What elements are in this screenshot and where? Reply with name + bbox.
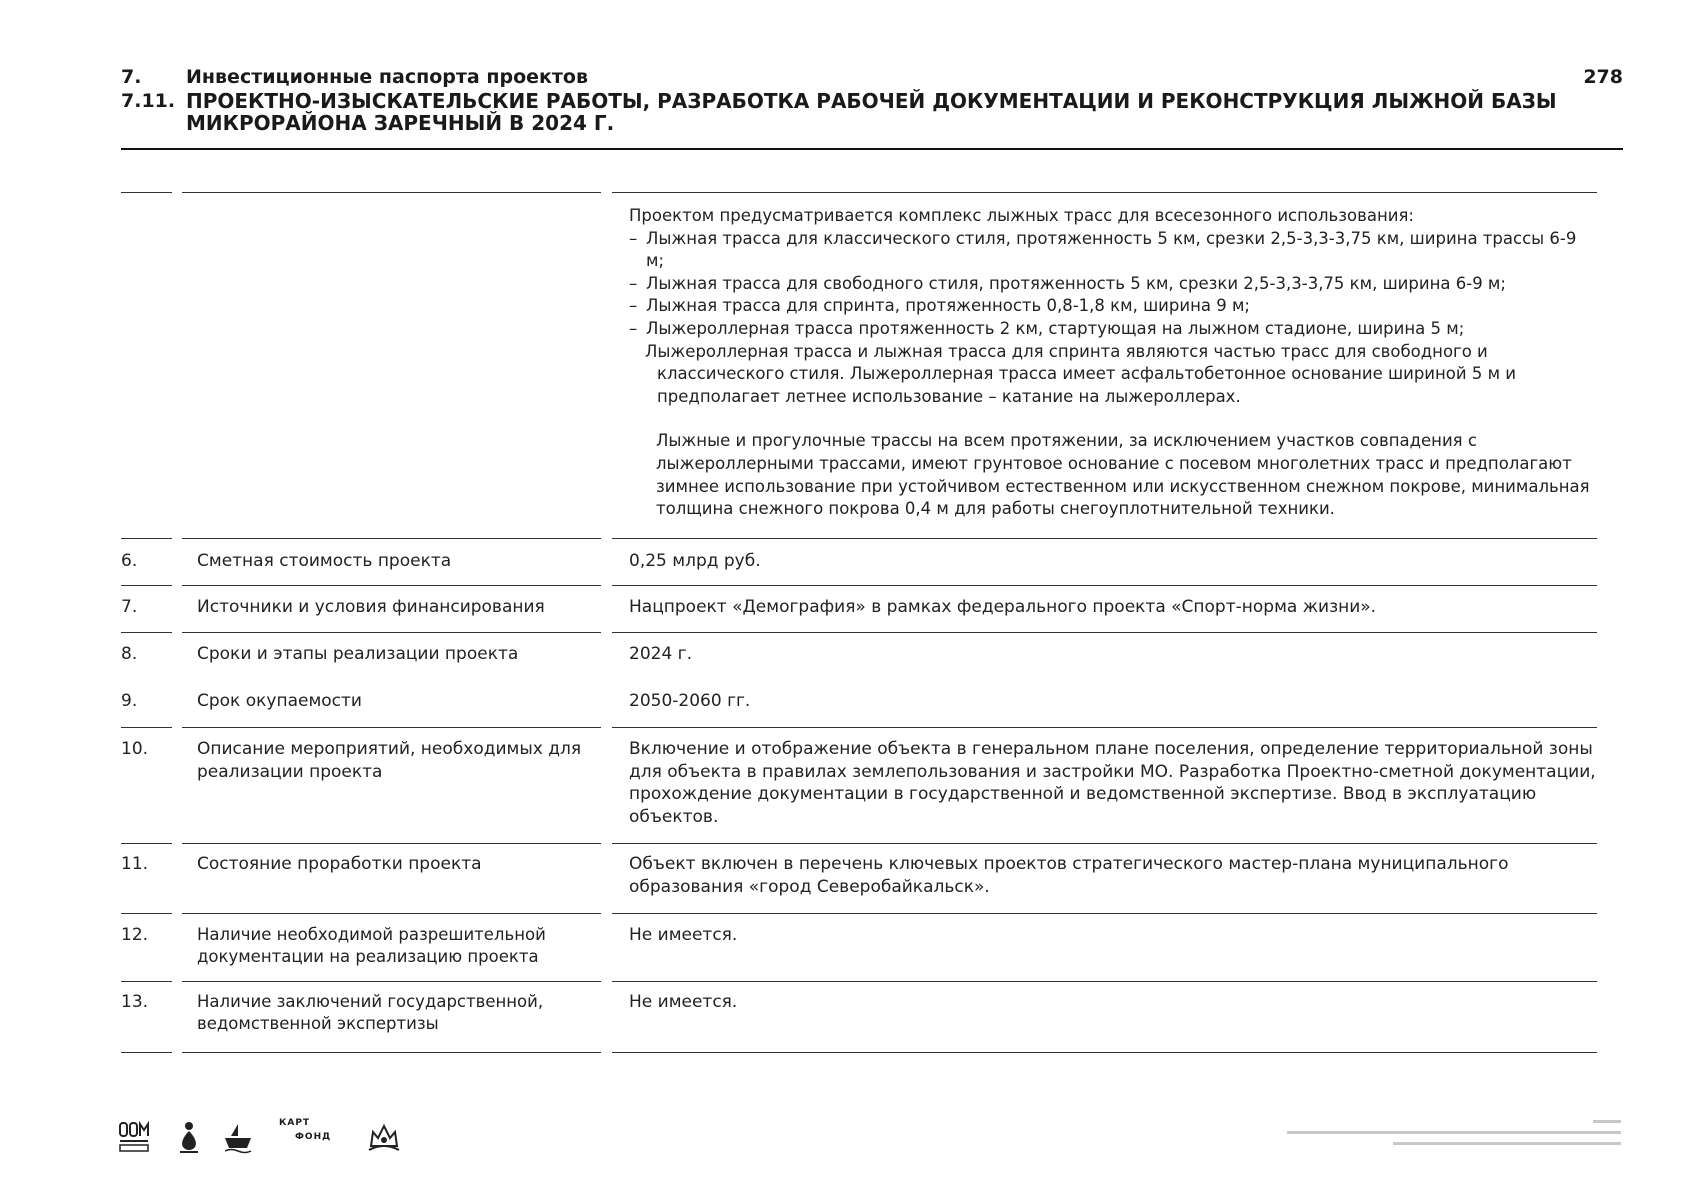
- row-value: Включение и отображение объекта в генеральном плане поселения, определение территориальной зоны для объекта в правилах землепользования и застройки МО. Разработка Проектно-сметной документации, прохождение документации в государственной и ведомственной экспертизе. Ввод в эксплуатацию объектов.: [629, 739, 1596, 827]
- table-rule: [182, 727, 601, 728]
- row-label: Описание мероприятий, необходимых для реализации проекта: [197, 739, 582, 782]
- table-rule: [182, 913, 601, 914]
- row-value: Не имеется.: [629, 992, 738, 1012]
- table-rule: [182, 632, 601, 633]
- row-value: Объект включен в перечень ключевых проектов стратегического мастер-плана муниципального образования «город Северобайкальск».: [629, 854, 1509, 897]
- row-label: Источники и условия финансирования: [197, 597, 545, 617]
- table-rule: [612, 632, 1597, 633]
- table-rule: [612, 1052, 1597, 1053]
- table-rule: [121, 192, 172, 193]
- table-rule: [182, 981, 601, 982]
- row-number: 7.: [121, 597, 138, 617]
- row-label: Состояние проработки проекта: [197, 854, 482, 874]
- subsection-number: 7.11.: [121, 90, 176, 112]
- row-number: 10.: [121, 739, 149, 759]
- row-label: Наличие необходимой разрешительной документации на реализацию проекта: [197, 925, 546, 966]
- row-label: Сроки и этапы реализации проекта: [197, 644, 519, 664]
- table-rule: [121, 843, 172, 844]
- table-rule: [182, 843, 601, 844]
- list-item: – Лыжная трасса для спринта, протяженность 0,8-1,8 км, ширина 9 м;: [629, 296, 1250, 316]
- section-title: Инвестиционные паспорта проектов: [186, 66, 589, 88]
- section-number: 7.: [121, 66, 142, 88]
- table-rule: [182, 1052, 601, 1053]
- page-number: 278: [1583, 66, 1623, 88]
- drop-person-logo: [177, 1120, 201, 1154]
- table-rule: [121, 585, 172, 586]
- table-rule: [121, 913, 172, 914]
- footer-caption: [1203, 1116, 1623, 1160]
- row-number: 11.: [121, 854, 149, 874]
- table-rule: [612, 192, 1597, 193]
- table-rule: [121, 1052, 172, 1053]
- list-item: – Лыжероллерная трасса протяженность 2 км, стартующая на лыжном стадионе, ширина 5 м;: [629, 318, 1465, 338]
- table-rule: [612, 981, 1597, 982]
- table-rule: [612, 538, 1597, 539]
- table-rule: [612, 727, 1597, 728]
- table-rule: [121, 981, 172, 982]
- table-rule: [612, 585, 1597, 586]
- crown-logo: [367, 1120, 401, 1154]
- subsection-title: ПРОЕКТНО-ИЗЫСКАТЕЛЬСКИЕ РАБОТЫ, РАЗРАБОТКА РАБОЧЕЙ ДОКУМЕНТАЦИИ И РЕКОНСТРУКЦИЯ ЛЫЖНОЙ БАЗЫ МИКРОРАЙОНА ЗАРЕЧНЫЙ В 2024 Г.: [186, 89, 1557, 135]
- table-rule: [121, 632, 172, 633]
- list-item: – Лыжная трасса для классического стиля, протяженность 5 км, срезки 2,5-3,3-3,75 км, ширина трассы 6-9 м;: [629, 228, 1577, 271]
- row-value: Нацпроект «Демография» в рамках федерального проекта «Спорт-норма жизни».: [629, 597, 1377, 617]
- table-rule: [182, 585, 601, 586]
- row-value: 0,25 млрд руб.: [629, 551, 761, 571]
- kart-fond-logo: КАРТ ФОНД: [279, 1118, 332, 1142]
- row-number: 8.: [121, 644, 138, 664]
- project-description: [629, 205, 1597, 521]
- description-intro: Проектом предусматривается комплекс лыжных трасс для всесезонного использования:: [629, 206, 1414, 225]
- row-label: Наличие заключений государственной, ведомственной экспертизы: [197, 992, 544, 1033]
- description-continuation: Лыжероллерная трасса и лыжная трасса для спринта являются частью трасс для свободного и классического стиля. Лыжероллерная трасса имеет асфальтобетонное основание шириной 5 м и предполагает летнее использование – катание на лыжероллерах.: [645, 341, 1517, 406]
- row-number: 6.: [121, 551, 138, 571]
- row-label: Срок окупаемости: [197, 691, 362, 711]
- table-rule: [182, 538, 601, 539]
- list-item: – Лыжная трасса для свободного стиля, протяженность 5 км, срезки 2,5-3,3-3,75 км, ширина 6-9 м;: [629, 273, 1506, 293]
- row-value: 2024 г.: [629, 644, 693, 664]
- row-value: Не имеется.: [629, 925, 738, 945]
- dom-rf-logo: [119, 1120, 151, 1154]
- table-rule: [121, 538, 172, 539]
- row-number: 12.: [121, 925, 149, 945]
- row-value: 2050-2060 гг.: [629, 691, 751, 711]
- row-number: 9.: [121, 691, 138, 711]
- table-rule: [121, 727, 172, 728]
- row-label: Сметная стоимость проекта: [197, 551, 452, 571]
- boat-logo: [223, 1120, 253, 1154]
- description-paragraph: Лыжные и прогулочные трассы на всем протяжении, за исключением участков совпадения с лыжероллерными трассами, имеют грунтовое основание с посевом многолетних трасс и предполагают зимнее использование при устойчивом естественном или искусственном снежном покрове, минимальная толщина снежного покрова 0,4 м для работы снегоуплотнительной техники.: [656, 431, 1590, 519]
- row-number: 13.: [121, 992, 149, 1012]
- header-divider: [121, 148, 1623, 150]
- table-rule: [612, 913, 1597, 914]
- table-rule: [182, 192, 601, 193]
- table-rule: [612, 843, 1597, 844]
